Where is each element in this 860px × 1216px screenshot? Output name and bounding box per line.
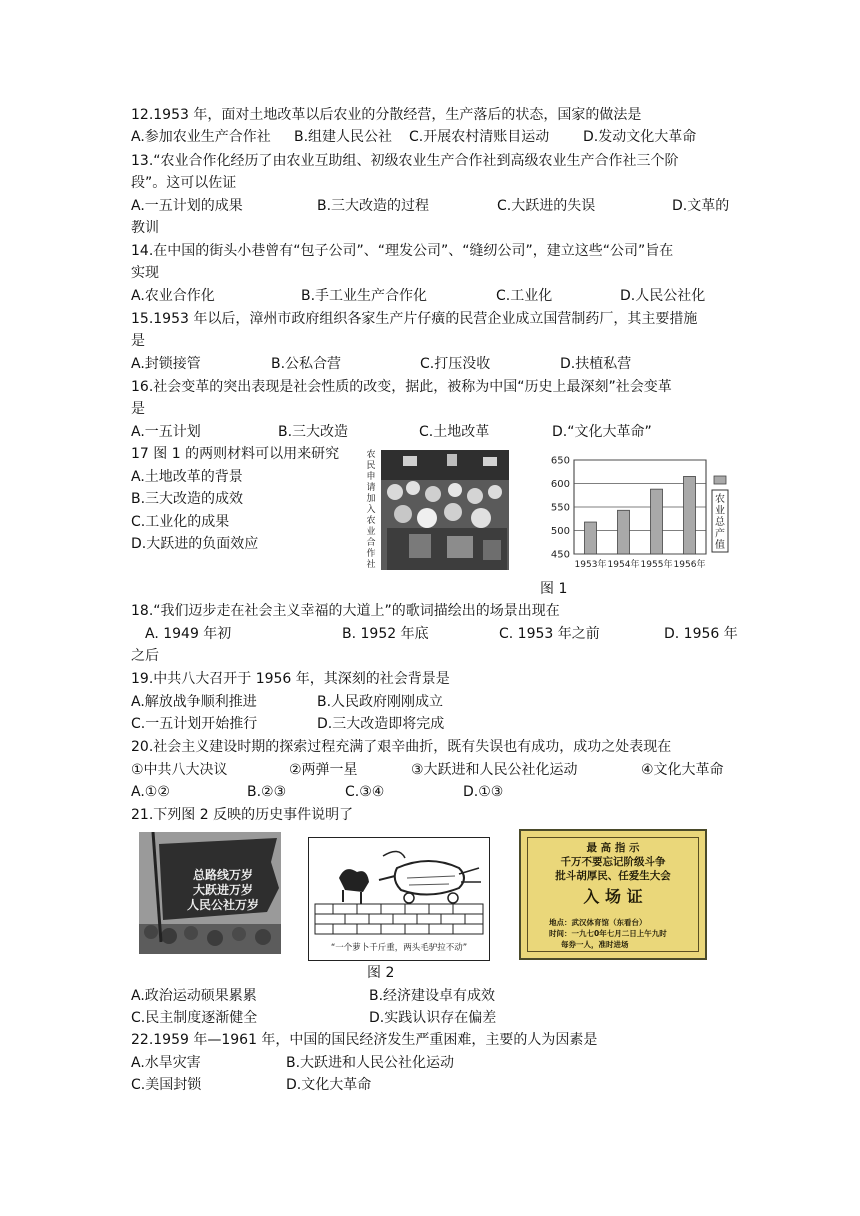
banner-line: 大跃进万岁 (192, 883, 253, 897)
q13-option-a: A.一五计划的成果 (131, 198, 243, 214)
bar-chart-svg (540, 450, 740, 574)
ticket-line1: 最 高 指 示 (586, 842, 640, 854)
photo-caption-char: 农 (366, 516, 376, 526)
q21-option-d: D.实践认识存在偏差 (369, 1010, 497, 1026)
q15-stem-line1: 15.1953 年以后，漳州市政府组织各家生产片仔癀的民营企业成立国营制药厂，其主要措施 (131, 311, 698, 327)
q19-stem: 19.中共八大召开于 1956 年，其深刻的社会背景是 (131, 671, 450, 687)
q15-option-b: B.公私合营 (271, 356, 342, 372)
q22-stem: 22.1959 年—1961 年，中国的国民经济发生严重困难，主要的人为因素是 (131, 1032, 598, 1048)
q16-stem-line2: 是 (131, 401, 145, 417)
q16-option-a: A.一五计划 (131, 424, 201, 440)
chart-bar (585, 522, 597, 554)
q20-item-1: ①中共八大决议 (131, 762, 228, 778)
admission-ticket (519, 829, 707, 960)
chart-y-tick-label: 600 (550, 479, 570, 490)
q20-stem: 20.社会主义建设时期的探索过程充满了艰辛曲折，既有失误也有成功，成功之处表现在 (131, 739, 672, 755)
q15-option-c: C.打压没收 (420, 356, 491, 372)
q15-option-a: A.封锁接管 (131, 356, 201, 372)
photo-caption-char: 民 (366, 461, 376, 471)
q20-option-c: C.③④ (345, 784, 385, 800)
ticket-note: 每券一人，准时进场 (561, 940, 629, 949)
great-leap-banner-photo (139, 832, 281, 954)
agriculture-output-chart (540, 450, 740, 574)
banner-line: 人民公社万岁 (186, 898, 259, 912)
chart-x-tick-label: 1954年 (607, 560, 640, 570)
q16-option-c: C.土地改革 (419, 424, 490, 440)
q14-stem-line2: 实现 (131, 265, 159, 281)
q18-option-a: A. 1949 年初 (145, 626, 232, 642)
ticket-place: 地点：武汉体育馆（东看台） (549, 918, 647, 927)
photo-caption-char: 作 (366, 549, 376, 559)
q22-option-d: D.文化大革命 (286, 1077, 372, 1093)
chart-bar (684, 476, 696, 554)
q18-option-d: D. 1956 年 (664, 626, 738, 642)
q20-item-3: ③大跃进和人民公社化运动 (411, 762, 578, 778)
q18-option-d-cont: 之后 (131, 648, 159, 664)
q21-stem: 21.下列图 2 反映的历史事件说明了 (131, 807, 354, 823)
photo-caption-char: 业 (366, 527, 376, 537)
figure-2-label: 图 2 (367, 965, 395, 981)
chart-y-tick-label: 550 (550, 502, 570, 514)
q17-option-a: A.土地改革的背景 (131, 469, 243, 485)
photo-vertical-caption (364, 450, 378, 571)
chart-y-tick-label: 650 (550, 455, 570, 467)
q14-stem-line1: 14.在中国的街头小巷曾有“包子公司”、“理发公司”、“缝纫公司”，建立这些“公司”旨在 (131, 243, 674, 259)
q21-option-a: A.政治运动硕果累累 (131, 988, 257, 1004)
q13-option-d: D.文革的 (672, 198, 730, 214)
q12-option-a: A.参加农业生产合作社 (131, 129, 271, 145)
q13-option-d-cont: 教训 (131, 220, 159, 236)
chart-legend-char: 产 (715, 528, 725, 540)
q18-option-c: C. 1953 年之前 (499, 626, 600, 642)
q17-option-d: D.大跃进的负面效应 (131, 536, 259, 552)
q12-option-b: B.组建人民公社 (294, 129, 393, 145)
q20-option-a: A.①② (131, 784, 170, 800)
q12-option-d: D.发动文化大革命 (583, 129, 697, 145)
q18-stem: 18.“我们迈步走在社会主义幸福的大道上”的歌词描绘出的场景出现在 (131, 603, 560, 619)
photo-caption-char: 加 (366, 494, 376, 504)
q15-stem-line2: 是 (131, 333, 145, 349)
chart-bar (618, 510, 630, 554)
chart-legend-char: 总 (715, 517, 725, 528)
q16-option-d: D.“文化大革命” (552, 424, 652, 440)
photo-caption-char: 请 (366, 483, 376, 493)
cartoon-caption: “一个萝卜千斤重，两头毛驴拉不动” (330, 943, 468, 953)
q16-stem-line1: 16.社会变革的突出表现是社会性质的改变，据此，被称为中国“历史上最深刻”社会变革 (131, 379, 672, 395)
q20-option-b: B.②③ (247, 784, 287, 800)
q13-option-c: C.大跃进的失误 (497, 198, 596, 214)
q17-option-b: B.三大改造的成效 (131, 491, 244, 507)
photo-caption-char: 社 (366, 560, 376, 570)
q14-option-a: A.农业合作化 (131, 288, 215, 304)
ticket-title: 入 场 证 (583, 887, 643, 906)
chart-legend-swatch (714, 476, 726, 484)
banner-line: 总路线万岁 (192, 868, 253, 882)
q14-option-c: C.工业化 (496, 288, 553, 304)
figure-1-label: 图 1 (540, 581, 568, 597)
photo-caption-char: 农 (366, 450, 376, 460)
q12-stem: 12.1953 年，面对土地改革以后农业的分散经营，生产落后的状态，国家的做法是 (131, 107, 642, 123)
q14-option-d: D.人民公社化 (620, 288, 706, 304)
q19-option-c: C.一五计划开始推行 (131, 716, 258, 732)
chart-legend-char: 农 (715, 494, 725, 505)
q19-option-a: A.解放战争顺利推进 (131, 694, 257, 710)
q17-option-c: C.工业化的成果 (131, 514, 230, 530)
q14-option-b: B.手工业生产合作化 (301, 288, 428, 304)
q21-option-b: B.经济建设卓有成效 (369, 988, 496, 1004)
photo-caption-char: 申 (366, 472, 376, 482)
q16-option-b: B.三大改造 (278, 424, 349, 440)
chart-bar (651, 489, 663, 554)
q19-option-d: D.三大改造即将完成 (317, 716, 445, 732)
chart-x-tick-label: 1953年 (574, 560, 607, 570)
ticket-line3: 批斗胡厚民、任爱生大会 (555, 870, 671, 882)
cooperative-photo (363, 448, 509, 570)
q13-stem-line1: 13.“农业合作化经历了由农业互助组、初级农业生产合作社到高级农业生产合作社三个阶 (131, 153, 679, 169)
q15-option-d: D.扶植私营 (560, 356, 632, 372)
chart-legend-char: 值 (715, 540, 725, 551)
q17-stem: 17 图 1 的两则材料可以用来研究 (131, 446, 340, 462)
q20-option-d: D.①③ (463, 784, 504, 800)
photo-caption-char: 合 (366, 538, 376, 548)
q21-option-c: C.民主制度逐渐健全 (131, 1010, 258, 1026)
q13-stem-line2: 段”。这可以佐证 (131, 175, 237, 191)
q12-option-c: C.开展农村清账目运动 (409, 129, 550, 145)
photo-caption-char: 入 (366, 505, 376, 515)
q19-option-b: B.人民政府刚刚成立 (317, 694, 444, 710)
chart-y-tick-label: 450 (550, 549, 570, 561)
chart-x-tick-label: 1956年 (673, 560, 706, 570)
ticket-time: 时间：一九七0年七月二日上午九时 (549, 929, 667, 938)
chart-legend-char: 业 (715, 505, 725, 517)
ticket-line2: 千万不要忘记阶级斗争 (560, 856, 666, 868)
q22-option-c: C.美国封锁 (131, 1077, 202, 1093)
chart-x-tick-label: 1955年 (640, 560, 673, 570)
q22-option-b: B.大跃进和人民公社化运动 (286, 1055, 455, 1071)
q18-option-b: B. 1952 年底 (342, 626, 429, 642)
radish-cartoon (308, 837, 490, 961)
q22-option-a: A.水旱灾害 (131, 1055, 201, 1071)
q20-item-2: ②两弹一星 (289, 762, 358, 778)
q13-option-b: B.三大改造的过程 (317, 198, 430, 214)
q20-item-4: ④文化大革命 (641, 762, 724, 778)
chart-y-tick-label: 500 (550, 526, 570, 537)
